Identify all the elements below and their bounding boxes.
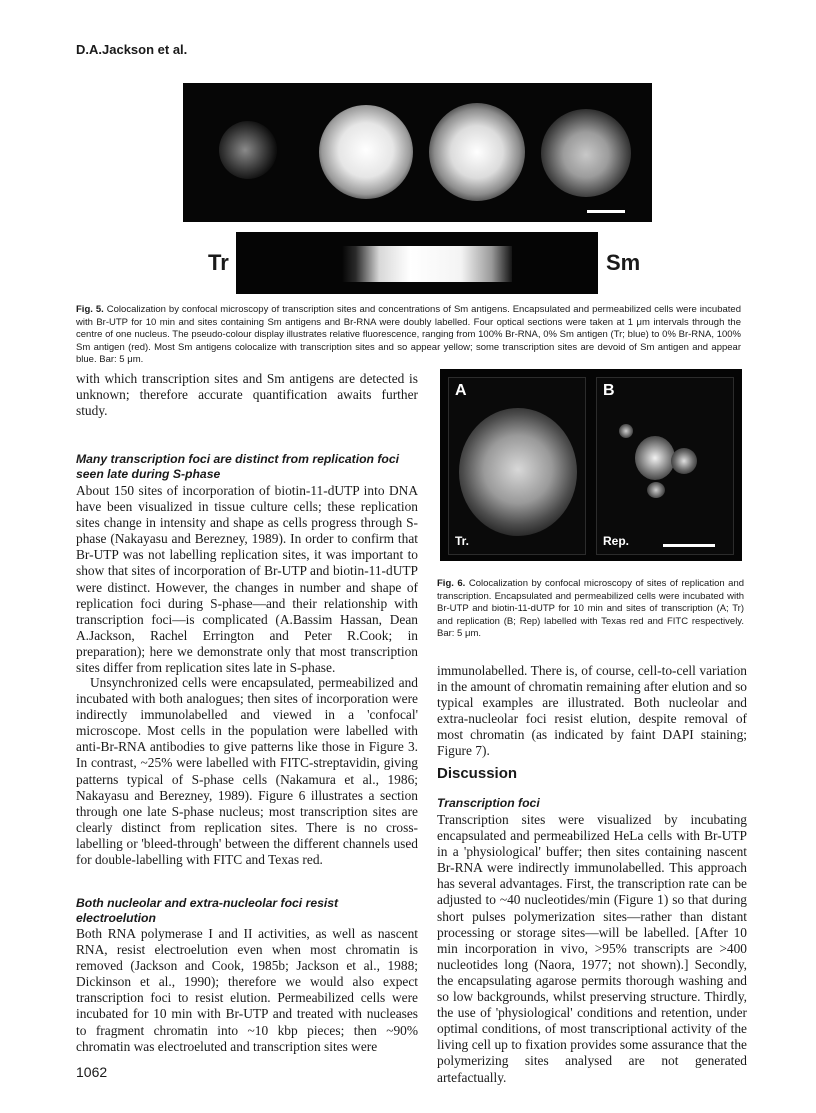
panel-b-letter: B <box>603 382 615 399</box>
section-heading-discussion: Discussion <box>437 765 518 782</box>
nucleus-section-3 <box>429 103 525 201</box>
page-number: 1062 <box>76 1064 108 1080</box>
replication-focus <box>619 424 633 438</box>
running-header: D.A.Jackson et al. <box>76 42 188 57</box>
nucleus-section-1 <box>219 121 277 179</box>
replication-focus <box>635 436 675 480</box>
panel-a-letter: A <box>455 382 467 399</box>
right-col-subhead: Transcription foci <box>437 796 540 810</box>
panel-a-tag: Tr. <box>455 534 470 548</box>
gradient-label-tr: Tr <box>208 250 229 275</box>
figure5-caption <box>76 304 741 367</box>
pseudo-colour-gradient <box>342 246 512 282</box>
figure6-caption-label: Fig. 6. <box>437 578 466 589</box>
figure6-micrograph <box>440 369 742 561</box>
left-col-subhead-1: Many transcription foci are distinct from replication foci seen late during S-phase <box>76 452 400 481</box>
scale-bar <box>663 544 715 547</box>
gradient-label-sm: Sm <box>606 250 641 275</box>
figure5-micrograph <box>183 83 652 222</box>
nucleus-section-4 <box>541 109 631 197</box>
figure5-caption-text: Colocalization by confocal microscopy of transcription sites and concentrations of Sm antigens. Encapsulated and permeabilized cells were incubated with Br-UTP for 10 min and sites containing Sm antigens and Br-RNA were doubly labelled. Four optical sections were taken at 1 μm intervals through the centre of one nucleus. The pseudo-colour display illustrates relative fluorescence, ranging from 100% Br-RNA, 0% Sm antigen (Tr; blue) to 0% Br-RNA, 100% Sm antigen (red). Most Sm antigens colocalize with transcription sites and so appear yellow; some transcription sites are devoid of Sm antigen and appear blue. Bar: 5 μm. <box>76 304 741 366</box>
panel-b <box>596 377 734 555</box>
scale-bar <box>587 210 625 213</box>
left-col-paragraph-3: Unsynchronized cells were encapsulated, permeabilized and incubated with both analogues; then sites of incorporation were indirectly immunolabelled and viewed in a 'confocal' microscope. Most cells in the population were labelled with anti-Br-RNA antibodies to give patterns like those in Figure 3. In contrast, ~25% were labelled with FITC-streptavidin, giving patterns typical of S-phase cells (Nakamura et al., 1986; Nakayasu and Berezney, 1989). Figure 6 illustrates a section through one late S-phase nucleus; most transcription sites are clearly distinct from replication sites. There is no cross-labelling or 'bleed-through' between the different channels used for double-labelling with FITC and Texas red. <box>76 675 418 868</box>
left-col-paragraph-1: with which transcription sites and Sm antigens are detected is unknown; therefore accurate quantification awaits further study. <box>76 371 418 419</box>
panel-b-tag: Rep. <box>603 534 630 548</box>
replication-focus <box>647 482 665 498</box>
right-col-paragraph-1: immunolabelled. There is, of course, cell-to-cell variation in the amount of chromatin remaining after elution and so typical examples are illustrated. Both nucleolar and extra-nucleolar foci resist elution, despite removal of most chromatin (as indicated by faint DAPI staining; Figure 7). <box>437 663 747 759</box>
nucleus-section-2 <box>319 105 413 199</box>
left-col-paragraph-2: About 150 sites of incorporation of biotin-11-dUTP into DNA have been visualized in tissue culture cells; these replication sites change in intensity and shape as cells progress through S-phase (Nakayasu and Berezney, 1989). In order to confirm that Br-UTP was not labelling replication sites, it was important to show that sites of incorporation of Br-UTP and biotin-11-dUTP were distinct. However, the changes in number and shape of replication foci during S-phase—and their relationship with transcription foci—is complicated (A.Bassim Hassan, Dean A.Jackson, Rachel Errington and Peter R.Cook; in preparation); here we demonstrate only that most transcription sites differ from replication sites late in S-phase. <box>76 483 418 676</box>
panel-a <box>448 377 586 555</box>
figure6-caption <box>437 578 744 641</box>
right-col-paragraph-2: Transcription sites were visualized by incubating encapsulated and permeabilized HeLa cells with Br-UTP in a 'physiological' buffer; then sites containing nascent Br-RNA were indirectly immunolabelled. This approach has several advantages. First, the transcription rate can be adjusted to ~40 nucleotides/min (Figure 1) so that during short pulses polymerization sites—rather than distant processing or storage sites—will be labelled. [After 10 min incorporation in vivo, >95% transcripts are >400 nucleotides long (Naora, 1977; not shown).] Secondly, the encapsulating agarose permits thorough washing and so low backgrounds, whilst preserving structure. Thirdly, the use of 'physiological' conditions and retention, under optimal conditions, of most transcriptional activity of the living cell up to fixation provides some assurance that the polymerizing sites analysed are not generated artefactually. <box>437 812 747 1085</box>
transcription-nucleus <box>459 408 577 536</box>
pseudo-colour-bar <box>236 232 598 294</box>
figure5-caption-label: Fig. 5. <box>76 304 104 315</box>
left-col-subhead-2: Both nucleolar and extra-nucleolar foci resist electroelution <box>76 896 339 925</box>
replication-focus <box>671 448 697 474</box>
figure6-caption-text: Colocalization by confocal microscopy of sites of replication and transcription. Encapsulated and permeabilized cells were incubated with Br-UTP and biotin-11-dUTP for 10 min and sites of transcription (A; Tr) and replication (B; Rep) labelled with Texas red and FITC respectively. Bar: 5 μm. <box>437 578 745 640</box>
left-col-paragraph-4: Both RNA polymerase I and II activities, as well as nascent RNA, resist electroelution even when most chromatin is removed (Jackson and Cook, 1985b; Jackson et al., 1988; Dickinson et al., 1990); therefore we would also expect transcription foci to resist elution. Permeabilized cells were incubated for 10 min with Br-UTP and treated with nucleases to fragment chromatin into ~10 kbp pieces; then ~90% chromatin was electroeluted and transcription sites were <box>76 926 418 1054</box>
